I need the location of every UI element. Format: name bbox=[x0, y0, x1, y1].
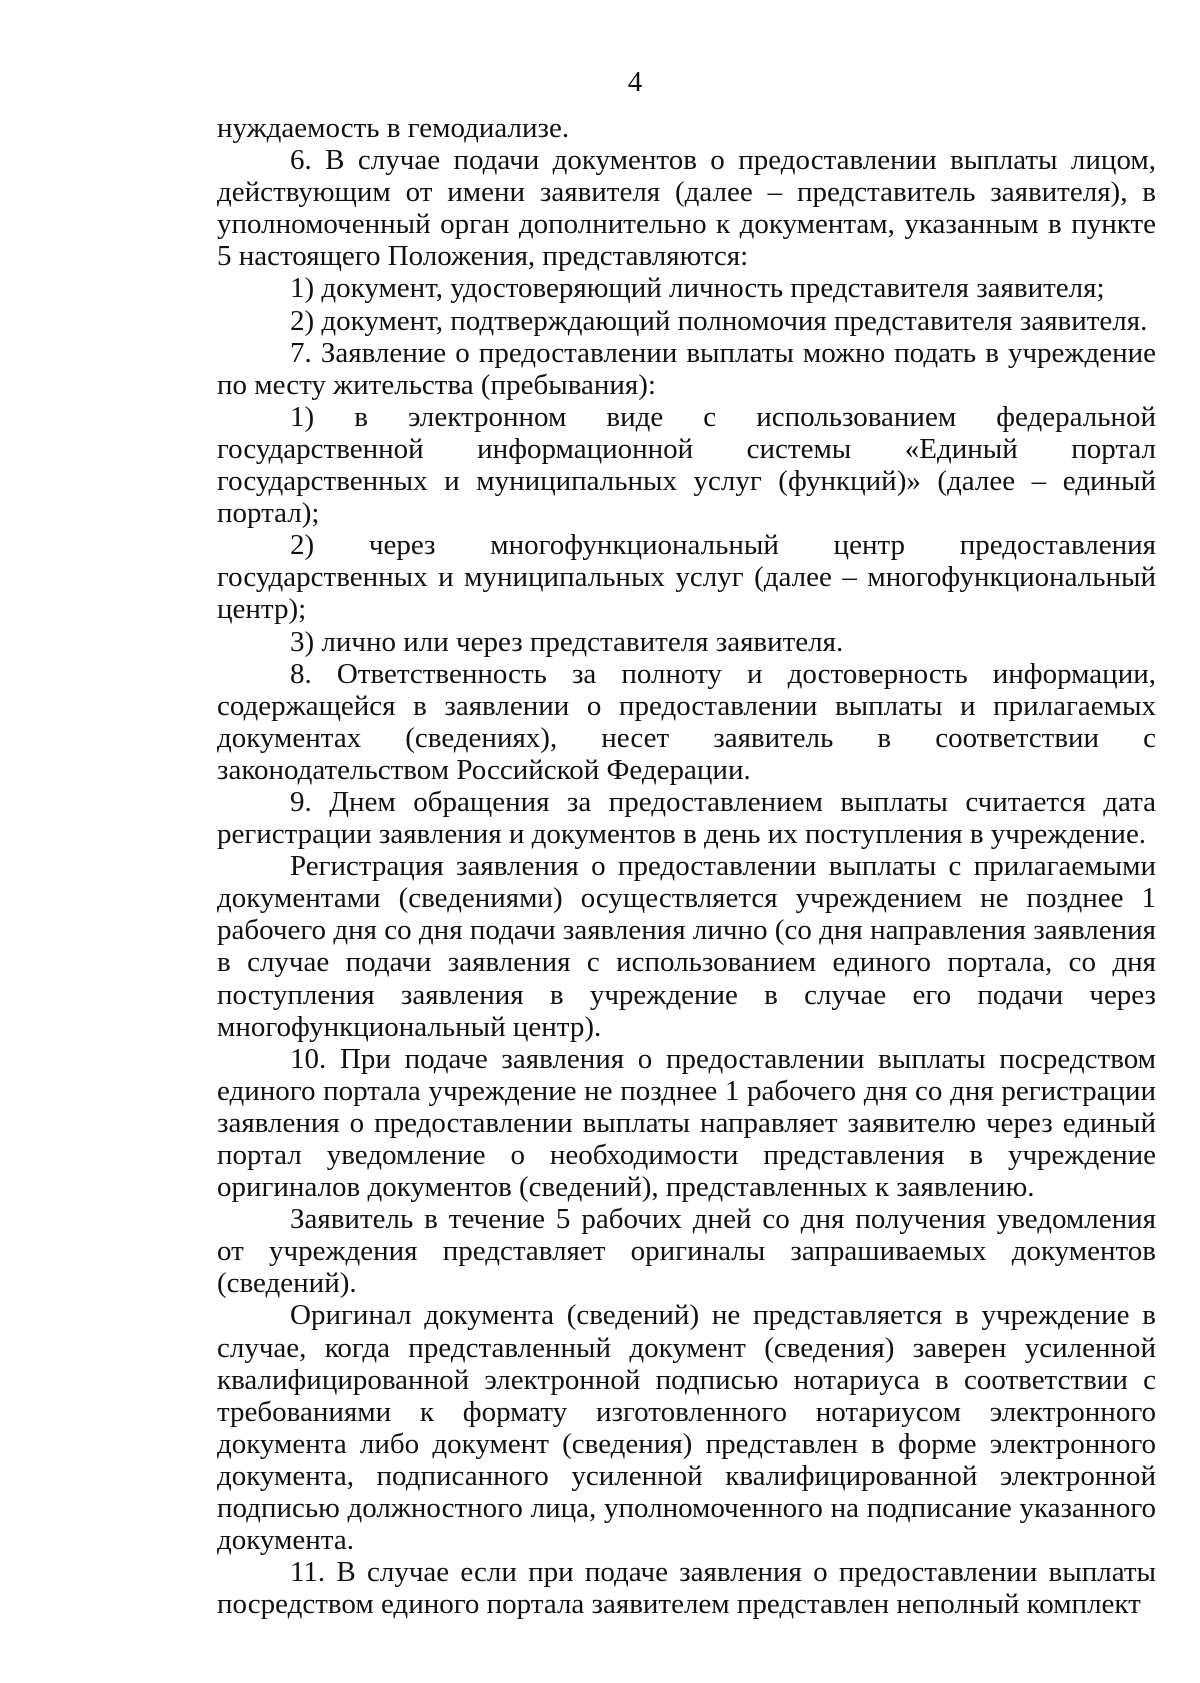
paragraph-item-9: 9. Днем обращения за предоставлением выплаты считается дата регистрации заявления и документов в день их поступления в учреждение. bbox=[217, 785, 1156, 851]
paragraph-item-7-3: 3) лично или через представителя заявителя. bbox=[290, 625, 844, 658]
paragraph-continuation: нуждаемость в гемодиализе. bbox=[217, 112, 570, 144]
paragraph-item-6: 6. В случае подачи документов о предоставлении выплаты лицом, действующим от имени заявителя (далее – представитель заявителя), в уполномоченный орган дополнительно к документам, указанным в пункте 5 настоящего Положения, представляются: bbox=[217, 144, 1156, 273]
paragraph-registration: Регистрация заявления о предоставлении выплаты с прилагаемыми документами (сведениями) осуществляется учреждением не позднее 1 рабочего дня со дня подачи заявления лично (со дня направления заявления в случае подачи заявления с использованием единого портала, со дня поступления заявления в учреждение в случае его подачи через многофункциональный центр). bbox=[217, 850, 1156, 1043]
paragraph-item-6-1: 1) документ, удостоверяющий личность представителя заявителя; bbox=[290, 272, 1105, 305]
paragraph-item-11: 11. В случае если при подаче заявления о предоставлении выплаты посредством единого портала заявителем представлен неполный комплект bbox=[217, 1556, 1156, 1621]
page-number: 4 bbox=[627, 66, 643, 98]
paragraph-item-8: 8. Ответственность за полноту и достоверность информации, содержащейся в заявлении о предоставлении выплаты и прилагаемых документах (сведениях), несет заявитель в соответствии с законодательством Российской Федерации. bbox=[217, 657, 1156, 786]
paragraph-applicant-originals: Заявитель в течение 5 рабочих дней со дня получения уведомления от учреждения представляет оригиналы запрашиваемых документов (сведений). bbox=[217, 1203, 1156, 1300]
paragraph-item-10: 10. При подаче заявления о предоставлении выплаты посредством единого портала учреждение не позднее 1 рабочего дня со дня регистрации заявления о предоставлении выплаты направляет заявителю через единый портал уведомление о необходимости представления в учреждение оригиналов документов (сведений), представленных к заявлению. bbox=[217, 1042, 1156, 1204]
paragraph-original-not-required: Оригинал документа (сведений) не представляется в учреждение в случае, когда представленный документ (сведения) заверен усиленной квалифицированной электронной подписью нотариуса в соответствии с требованиями к формату изготовленного нотариусом электронного документа либо документ (сведения) представлен в форме электронного документа, подписанного усиленной квалифицированной электронной подписью должностного лица, уполномоченного на подписание указанного документа. bbox=[217, 1299, 1156, 1557]
document-body bbox=[217, 112, 1156, 1620]
paragraph-item-7-2: 2) через многофункциональный центр предоставления государственных и муниципальных услуг (далее – многофункциональный центр); bbox=[217, 529, 1156, 626]
paragraph-item-7-1: 1) в электронном виде с использованием федеральной государственной информационной системы «Единый портал государственных и муниципальных услуг (функций)» (далее – единый портал); bbox=[217, 400, 1156, 530]
paragraph-item-7: 7. Заявление о предоставлении выплаты можно подать в учреждение по месту жительства (пребывания): bbox=[217, 336, 1156, 401]
paragraph-item-6-2: 2) документ, подтверждающий полномочия представителя заявителя. bbox=[290, 304, 1148, 337]
